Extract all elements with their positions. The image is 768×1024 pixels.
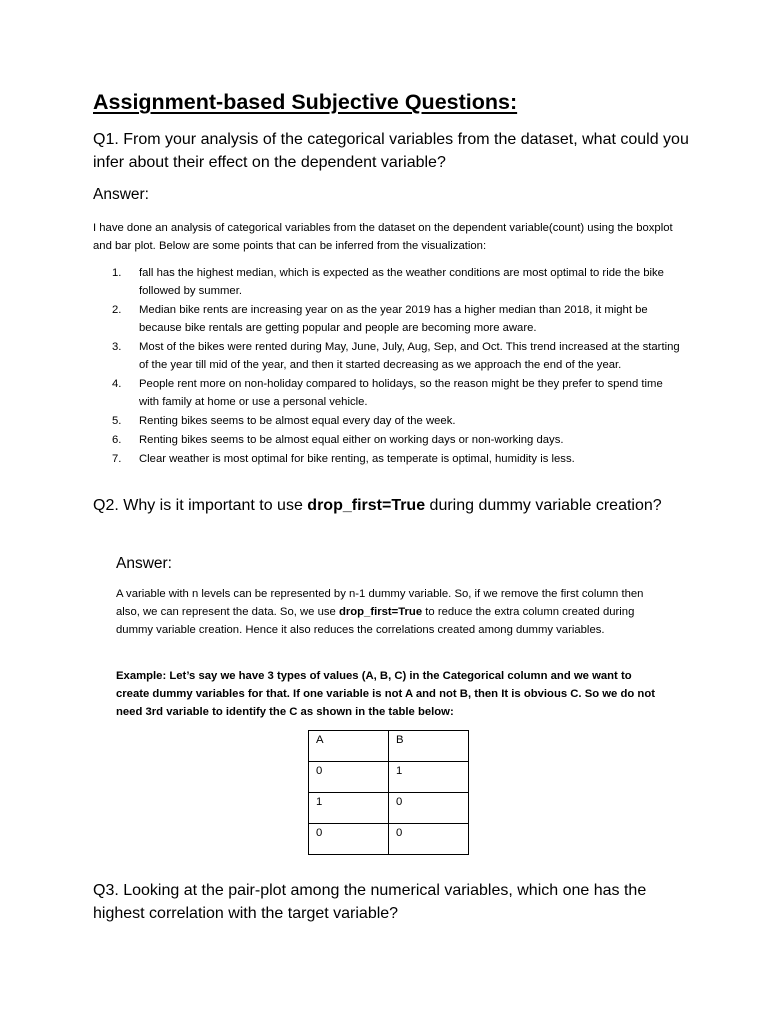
q1-answer-label: Answer:	[93, 186, 149, 203]
table-cell: 1	[389, 762, 469, 793]
q2-question: Q2. Why is it important to use drop_first=True during dummy variable creation?	[93, 497, 662, 514]
q1-points-list	[112, 264, 682, 469]
table-row	[309, 762, 469, 793]
list-item: 7. Clear weather is most optimal for bike renting, as temperate is optimal, humidity is less.	[112, 453, 575, 465]
list-item: 4. People rent more on non-holiday compared to holidays, so the reason might be they prefer to spend time with family at home or use a personal vehicle.	[112, 378, 663, 408]
table-cell: 0	[389, 793, 469, 824]
q2-answer-label: Answer:	[116, 555, 172, 572]
q2-inline-code: drop_first=True	[338, 606, 423, 618]
q1-question: Q1. From your analysis of the categorical variables from the dataset, what could you infer about their effect on the dependent variable?	[93, 131, 689, 171]
table-row	[309, 824, 469, 855]
list-item: 2. Median bike rents are increasing year on as the year 2019 has a higher median than 2018, it might be because bike rentals are getting popular and people are becoming more aware.	[112, 304, 648, 334]
table-cell: 0	[309, 824, 389, 855]
list-item: 1. fall has the highest median, which is expected as the weather conditions are most optimal to ride the bike followed by summer.	[112, 267, 664, 297]
q2-question-code: drop_first=True	[307, 497, 426, 514]
list-item: 5. Renting bikes seems to be almost equal every day of the week.	[112, 415, 456, 427]
table-header-cell: B	[389, 731, 469, 762]
table-header-cell: A	[309, 731, 389, 762]
table-cell: 0	[389, 824, 469, 855]
q2-example-paragraph: Example: Let’s say we have 3 types of values (A, B, C) in the Categorical column and we want to create dummy variables for that. If one variable is not A and not B, then It is obvious C. So we do not need 3rd variable to identify the C as shown in the table below:	[116, 670, 655, 718]
table-cell: 0	[309, 762, 389, 793]
list-item: 6. Renting bikes seems to be almost equal either on working days or non-working days.	[112, 434, 564, 446]
document-title: Assignment-based Subjective Questions:	[93, 90, 518, 114]
q1-intro-paragraph: I have done an analysis of categorical variables from the dataset on the dependent variable(count) using the boxplot and bar plot. Below are some points that can be inferred from the visualization:	[93, 222, 673, 252]
dummy-variable-table	[308, 730, 469, 855]
q2-explanation-paragraph: A variable with n levels can be represented by n-1 dummy variable. So, if we remove the first column then also, we can represent the data. So, we use drop_first=True to reduce the extra column created during dummy variable creation. Hence it also reduces the correlations created among dummy variables.	[116, 588, 644, 636]
q3-question: Q3. Looking at the pair-plot among the numerical variables, which one has the highest correlation with the target variable?	[93, 882, 647, 922]
table-cell: 1	[309, 793, 389, 824]
table-header-row	[309, 731, 469, 762]
list-item: 3. Most of the bikes were rented during May, June, July, Aug, Sep, and Oct. This trend increased at the starting of the year till mid of the year, and then it started decreasing as we approach the end of the year.	[112, 341, 680, 371]
table-row	[309, 793, 469, 824]
